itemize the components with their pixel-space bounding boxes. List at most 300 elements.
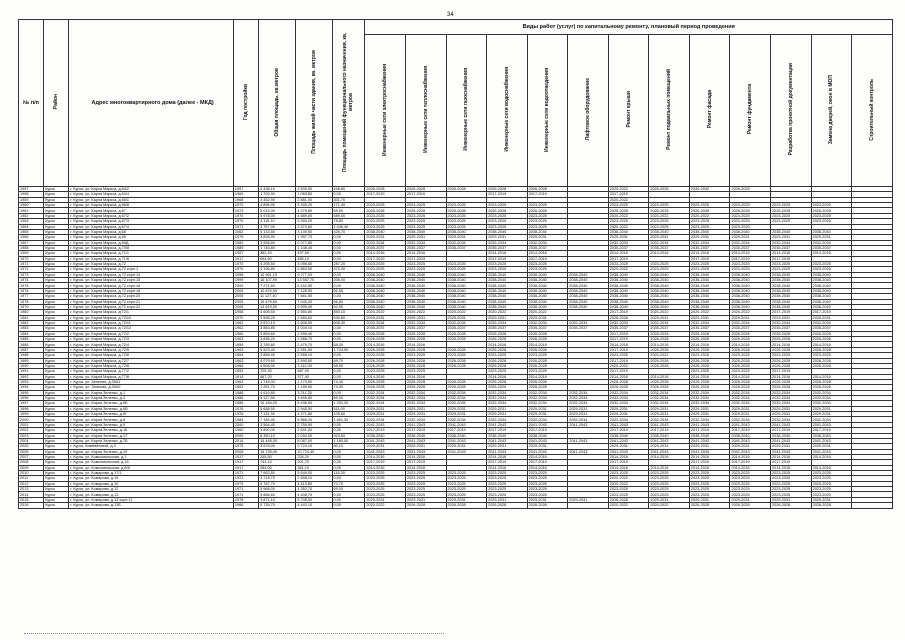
table-cell: 2029-2031 (649, 444, 690, 449)
table-cell: 2026-2028 (527, 503, 568, 508)
table-cell: Курск (44, 481, 69, 486)
table-cell: 2032-2034 (689, 401, 730, 406)
table-cell: г. Курск, ул. Карла Маркса, д.71/6 (69, 256, 233, 261)
table-cell: 2026-2028 (608, 315, 649, 320)
table-cell: 1959 (233, 342, 258, 347)
table-cell: 5 787,70 (259, 481, 296, 486)
table-cell: 2026-2028 (689, 208, 730, 213)
table-cell: 2026-2028 (811, 503, 852, 508)
table-cell: 2038-2040 (649, 299, 690, 304)
table-cell: 284,00 (259, 465, 296, 470)
table-cell: Курск (44, 369, 69, 374)
table-cell: 2026-2028 (365, 358, 406, 363)
table-cell: 2029-2031 (689, 412, 730, 417)
table-cell: 2032-2034 (365, 401, 406, 406)
table-cell: 2038-2040 (487, 299, 528, 304)
table-cell: Курск (44, 438, 69, 443)
table-cell: Курск (44, 449, 69, 454)
table-cell: 2011 (19, 476, 44, 481)
table-cell: 2041-2043 (649, 422, 690, 427)
table-cell: 2023-2025 (811, 471, 852, 476)
table-cell: Курск (44, 304, 69, 309)
table-cell: 1971 (19, 262, 44, 267)
table-cell: 2038-2040 (405, 433, 446, 438)
table-cell: Курск (44, 385, 69, 390)
table-cell: 3 112,00 (296, 363, 332, 368)
table-cell: 426,70 (332, 229, 365, 234)
table-cell: 2020-2022 (527, 310, 568, 315)
col-header-address: Адрес многоквартирного дома (далее - МКД) (69, 20, 233, 187)
table-cell: 2038-2040 (405, 272, 446, 277)
table-cell: 2035-2037 (608, 245, 649, 250)
table-cell: 2032-2034 (527, 396, 568, 401)
table-cell: 2038-2040 (405, 294, 446, 299)
table-cell: 1986 (233, 390, 258, 395)
table-cell: 2032-2034 (446, 390, 487, 395)
table-cell: 2032-2034 (771, 396, 812, 401)
table-cell: 2032-2034 (405, 417, 446, 422)
table-cell: 924,60 (332, 433, 365, 438)
table-cell: 2038-2040 (730, 294, 771, 299)
table-cell: Курск (44, 390, 69, 395)
table-cell: 2032-2034 (771, 401, 812, 406)
table-cell: 2041-2043 (405, 438, 446, 443)
table-cell: 1994 (19, 385, 44, 390)
table-cell: 2020-2022 (649, 503, 690, 508)
table-cell: 3 870,10 (259, 320, 296, 325)
table-cell: 2038-2040 (527, 299, 568, 304)
table-cell: 377,40 (296, 374, 332, 379)
table-cell: 2017-2019 (405, 192, 446, 197)
table-cell: 2038-2040 (487, 288, 528, 293)
table-cell: Курск (44, 326, 69, 331)
table-cell: 2026-2028 (405, 187, 446, 192)
table-cell: Курск (44, 444, 69, 449)
table-cell: 2026-2028 (730, 187, 771, 192)
table-cell: 2038-2040 (649, 433, 690, 438)
table-cell: Курск (44, 379, 69, 384)
table-cell: 2032-2034 (405, 390, 446, 395)
table-cell: 2023-2025 (811, 219, 852, 224)
table-cell: Курск (44, 374, 69, 379)
table-cell: 2032-2034 (730, 396, 771, 401)
table-cell: г. Курск, ул. Карла Маркса, д.72 корп.22 (69, 304, 233, 309)
table-cell: 2038-2040 (689, 294, 730, 299)
table-cell: 2035-2037 (446, 245, 487, 250)
table-cell: 2020-2022 (608, 213, 649, 218)
table-cell: г. Курск, ул. Зеленая, д.30А2 (69, 385, 233, 390)
table-cell: 2023-2025 (608, 353, 649, 358)
table-cell: 0,00 (332, 390, 365, 395)
table-cell: 2038-2040 (771, 288, 812, 293)
table-cell: 1965 (19, 229, 44, 234)
table-cell: 2020-2022 (487, 310, 528, 315)
table-cell: 2032-2034 (730, 240, 771, 245)
table-cell: 0,00 (332, 497, 365, 502)
table-cell: 2017-2019 (608, 331, 649, 336)
table-cell: 2038-2040 (608, 283, 649, 288)
table-cell: 2023-2025 (405, 353, 446, 358)
table-cell: 2023-2025 (446, 267, 487, 272)
table-cell: 2026-2028 (811, 337, 852, 342)
table-cell: 2023-2025 (649, 492, 690, 497)
table-cell: 2038-2040 (446, 304, 487, 309)
table-cell: 2029-2031 (365, 412, 406, 417)
table-cell: Курск (44, 460, 69, 465)
table-cell: 2041-2043 (568, 449, 609, 454)
table-cell: г. Курск, ул. Карла Зеленко, д.16 (69, 428, 233, 433)
table-cell: 2014-2016 (811, 454, 852, 459)
table-cell: 2000 (19, 417, 44, 422)
table-cell: 2026-2028 (365, 337, 406, 342)
table-cell: 2041-2043 (730, 438, 771, 443)
table-cell: 2026-2028 (811, 385, 852, 390)
table-cell: 2026-2028 (527, 331, 568, 336)
works-group-header: Виды работ (услуг) по капитальному ремонту, плановый период проведения (365, 20, 893, 35)
table-cell: 2038-2040 (365, 283, 406, 288)
col-header: Замена дверей, окон в МОП (811, 35, 852, 187)
table-cell: 2029-2031 (365, 235, 406, 240)
col-header: Площадь помещений функционального назначения, кв. метров (332, 20, 365, 187)
table-cell: Курск (44, 267, 69, 272)
table-cell: 2038-2040 (608, 304, 649, 309)
table-cell: 2029-2031 (811, 235, 852, 240)
table-cell: 2023-2025 (487, 369, 528, 374)
table-cell: 2014-2016 (811, 465, 852, 470)
table-cell: 2023-2025 (811, 262, 852, 267)
table-cell: Курск (44, 337, 69, 342)
table-cell: 2035-2037 (771, 245, 812, 250)
table-cell: 2 551,50 (296, 347, 332, 352)
table-cell: г. Курск, ул. Карла Маркса, д.72 корп.21 (69, 299, 233, 304)
table-cell: г. Курск, ул. Карла Зеленко, д.6Г (69, 412, 233, 417)
table-cell: 2017-2019 (730, 428, 771, 433)
table-cell: 2023-2025 (446, 476, 487, 481)
table-cell: 1992 (19, 374, 44, 379)
table-cell: 2014-2016 (487, 251, 528, 256)
table-cell: 2023-2025 (487, 492, 528, 497)
table-cell: 2032-2034 (446, 401, 487, 406)
table-cell: 2035-2037 (649, 245, 690, 250)
table-cell: 2017-2019 (771, 310, 812, 315)
table-cell: 4 896,90 (259, 203, 296, 208)
table-cell: 2023-2025 (771, 481, 812, 486)
table-cell: 2038-2040 (649, 272, 690, 277)
col-header: Строительный контроль (852, 35, 893, 187)
col-header: № п/п (19, 20, 44, 187)
table-cell: 3 859,60 (259, 331, 296, 336)
col-header: Лифтовое оборудование (568, 35, 609, 187)
table-cell: 2017-2019 (689, 428, 730, 433)
table-cell: 2032-2034 (487, 240, 528, 245)
table-cell: Курск (44, 492, 69, 497)
table-cell: 2038-2040 (446, 283, 487, 288)
table-cell: 2038-2040 (446, 272, 487, 277)
table-cell: 1999 (233, 278, 258, 283)
table-cell: Курск (44, 433, 69, 438)
table-cell: 2023-2025 (730, 369, 771, 374)
table-cell: 2026-2028 (487, 208, 528, 213)
table-cell: 2038-2040 (365, 304, 406, 309)
table-cell: 2041-2043 (446, 422, 487, 427)
table-cell: 2038-2040 (811, 304, 852, 309)
table-cell: 2029-2031 (730, 315, 771, 320)
table-cell: 2029-2031 (730, 406, 771, 411)
table-cell: 4 757,00 (259, 224, 296, 229)
table-cell: 2020-2022 (608, 503, 649, 508)
table-cell: 2038-2040 (771, 304, 812, 309)
table-cell: 2023-2025 (811, 203, 852, 208)
table-cell: 2013 (19, 487, 44, 492)
table-cell: 2032-2034 (608, 417, 649, 422)
table-cell: г. Курск, ул. Комарова, д.10 (69, 481, 233, 486)
table-cell: 2032-2034 (568, 401, 609, 406)
table-cell: 5 133,50 (259, 229, 296, 234)
table-cell: 2029-2031 (446, 315, 487, 320)
table-cell: 2026-2028 (527, 363, 568, 368)
table-cell: 2023-2025 (730, 471, 771, 476)
table-cell: 2023-2025 (405, 481, 446, 486)
table-cell: 1917 (233, 256, 258, 261)
table-cell: 2026-2028 (405, 208, 446, 213)
table-cell: 2020-2022 (365, 310, 406, 315)
table-cell: 10 479,60 (259, 299, 296, 304)
table-cell: 2032-2034 (811, 417, 852, 422)
table-cell: 0,00 (332, 272, 365, 277)
table-cell: 2014-2016 (487, 454, 528, 459)
table-cell: 2023-2025 (527, 219, 568, 224)
table-row (19, 503, 893, 508)
table-cell: 1960 (233, 331, 258, 336)
table-cell: 497,50 (296, 251, 332, 256)
table-cell: 2029-2031 (689, 235, 730, 240)
table-cell: Курск (44, 428, 69, 433)
table-cell: 2041-2043 (608, 449, 649, 454)
table-cell: 1 261,70 (259, 385, 296, 390)
table-cell: 2029-2031 (811, 444, 852, 449)
table-cell: 0,00 (332, 283, 365, 288)
table-cell: 2017-2019 (365, 192, 406, 197)
table-cell: 2038-2040 (689, 272, 730, 277)
table-body (19, 187, 893, 509)
table-cell: 287,20 (332, 262, 365, 267)
table-cell: 2014-2016 (811, 251, 852, 256)
table-cell: 2029-2031 (689, 406, 730, 411)
table-cell: 2023-2025 (446, 481, 487, 486)
table-cell: 1970 (233, 213, 258, 218)
table-cell: 3 374,60 (296, 224, 332, 229)
table-cell: г. Курск, ул. Карла Зеленко, д.8 (69, 417, 233, 422)
table-cell: 1976 (233, 412, 258, 417)
table-cell: 2041-2043 (446, 449, 487, 454)
table-cell: 2026-2028 (446, 363, 487, 368)
table-cell: 2023-2025 (689, 369, 730, 374)
table-cell: 2017-2019 (608, 358, 649, 363)
table-cell: 2014-2016 (811, 342, 852, 347)
table-cell: 3 785,80 (259, 342, 296, 347)
table-cell: 530,60 (332, 315, 365, 320)
table-cell: 2035-2037 (811, 245, 852, 250)
table-cell: 1964 (19, 224, 44, 229)
table-cell: 2026-2028 (730, 331, 771, 336)
table-cell: 1 748,00 (259, 379, 296, 384)
table-cell: 5 735,70 (259, 503, 296, 508)
table-cell: Курск (44, 251, 69, 256)
table-cell: 2041-2043 (568, 438, 609, 443)
table-cell: 1962 (233, 326, 258, 331)
table-cell: 69,00 (332, 487, 365, 492)
table-cell: 2014-2016 (771, 465, 812, 470)
table-cell: 2015 (19, 497, 44, 502)
table-cell: 1973 (233, 208, 258, 213)
table-cell: 7 661,50 (296, 294, 332, 299)
table-cell: 2023-2025 (649, 476, 690, 481)
table-cell: 2020-2022 (365, 503, 406, 508)
table-cell: 2023-2025 (446, 487, 487, 492)
table-cell: г. Курск, ул. Карла Маркса, д.72 корп.15 (69, 278, 233, 283)
table-cell: 2038-2040 (649, 294, 690, 299)
table-cell: 2032-2034 (608, 401, 649, 406)
table-cell: 6 152,50 (296, 283, 332, 288)
table-cell: 2029-2031 (365, 444, 406, 449)
table-cell: 2023-2025 (771, 262, 812, 267)
table-cell: 2020-2022 (608, 187, 649, 192)
table-cell: г. Курск, ул. Карла Маркса, д.72/6 (69, 353, 233, 358)
table-cell: г. Курск, ул. Комарова, д.13 (69, 492, 233, 497)
table-cell: 2026-2028 (689, 337, 730, 342)
table-cell: Курск (44, 487, 69, 492)
table-cell: 2023-2025 (811, 267, 852, 272)
table-cell: Курск (44, 245, 69, 250)
table-cell: 467,20 (259, 374, 296, 379)
table-cell: 2035-2037 (405, 326, 446, 331)
table-cell: 2038-2040 (811, 294, 852, 299)
table-cell: 2035-2037 (730, 245, 771, 250)
table-cell: 2023-2025 (405, 471, 446, 476)
table-cell: г. Курск, ул. Карла Маркса, д.67/2 (69, 213, 233, 218)
table-cell: 2023-2025 (811, 353, 852, 358)
table-cell: 2030-2032 (689, 187, 730, 192)
table-cell: 2023-2025 (608, 487, 649, 492)
table-cell: 2029-2031 (527, 315, 568, 320)
table-cell: 1963 (233, 358, 258, 363)
table-cell: 2014-2016 (405, 465, 446, 470)
table-cell: 2038-2040 (689, 299, 730, 304)
table-cell: 1970 (233, 267, 258, 272)
table-cell: 2029-2031 (730, 235, 771, 240)
table-cell: 2023-2025 (446, 471, 487, 476)
table-cell: 9 999,40 (296, 304, 332, 309)
table-cell: 2 558,10 (296, 353, 332, 358)
table-cell: 2020-2022 (730, 310, 771, 315)
table-cell: 1985 (19, 337, 44, 342)
table-cell: 1979 (233, 235, 258, 240)
table-cell: 2005 (233, 299, 258, 304)
table-cell: 2032-2034 (527, 417, 568, 422)
table-cell: 2023-2025 (365, 492, 406, 497)
table-cell: 2020-2022 (689, 213, 730, 218)
table-cell: 1987 (19, 347, 44, 352)
table-cell: 2023-2025 (649, 481, 690, 486)
table-cell: 2041-2043 (771, 422, 812, 427)
table-cell: 2038-2040 (365, 299, 406, 304)
col-header: Ремонт крыши (608, 35, 649, 187)
table-cell: 2023-2025 (689, 481, 730, 486)
table-cell: 370,30 (332, 267, 365, 272)
table-cell: 2023-2025 (689, 219, 730, 224)
table-cell: 2026-2028 (649, 358, 690, 363)
table-cell: 5 968,00 (259, 487, 296, 492)
table-cell: 2026-2028 (405, 503, 446, 508)
table-cell: 2038-2040 (771, 229, 812, 234)
table-cell: 4 196,80 (259, 267, 296, 272)
table-cell: 2038-2040 (568, 299, 609, 304)
table-cell: 1960 (233, 192, 258, 197)
table-cell: 2038-2040 (649, 229, 690, 234)
table-cell: 2014-2016 (487, 374, 528, 379)
table-cell: 2029-2031 (527, 497, 568, 502)
table-cell: 1968 (19, 245, 44, 250)
table-cell: 2017-2019 (405, 460, 446, 465)
table-cell: 2038-2040 (568, 288, 609, 293)
table-cell: 1974 (19, 278, 44, 283)
table-cell: 2026-2028 (771, 331, 812, 336)
table-cell: 8 350,10 (259, 433, 296, 438)
capital-repair-table (18, 19, 893, 509)
table-cell: Курск (44, 197, 69, 202)
table-cell: 2023-2025 (689, 492, 730, 497)
table-cell: 2017-2019 (608, 256, 649, 261)
table-cell: 2023-2025 (446, 353, 487, 358)
table-cell: 2014-2016 (527, 342, 568, 347)
table-cell: 2038-2040 (608, 299, 649, 304)
table-cell: 589,00 (332, 213, 365, 218)
table-cell: 245,50 (259, 454, 296, 459)
table-cell: 2041-2043 (365, 438, 406, 443)
table-cell: 2026-2028 (811, 208, 852, 213)
table-cell: 2035-2037 (487, 326, 528, 331)
table-cell: 2017-2019 (608, 310, 649, 315)
table-cell: 201,70 (296, 460, 332, 465)
table-cell: 2023-2025 (487, 224, 528, 229)
table-cell: 2032-2034 (568, 417, 609, 422)
table-cell: 2032-2034 (649, 320, 690, 325)
table-cell: 4 352,70 (296, 487, 332, 492)
table-cell: 2032-2034 (771, 417, 812, 422)
table-cell: 2023-2025 (405, 487, 446, 492)
table-cell: 2020-2022 (608, 267, 649, 272)
table-cell: 2038-2040 (608, 294, 649, 299)
table-cell: 3 598,20 (259, 315, 296, 320)
table-cell: 3 838,20 (259, 337, 296, 342)
table-cell: 2026-2028 (487, 337, 528, 342)
table-cell: 2026-2028 (771, 379, 812, 384)
table-cell: 2035-2037 (446, 326, 487, 331)
table-cell: 2032-2034 (730, 417, 771, 422)
table-cell: 2023-2025 (487, 213, 528, 218)
table-cell: 2026-2028 (446, 337, 487, 342)
table-cell: 1973 (233, 481, 258, 486)
table-cell: Курск (44, 353, 69, 358)
table-cell: 2035-2037 (730, 326, 771, 331)
table-cell: 2026-2028 (487, 347, 528, 352)
table-cell: 2038-2040 (649, 304, 690, 309)
table-cell: 2014-2016 (771, 251, 812, 256)
table-cell: 2026-2028 (689, 347, 730, 352)
table-cell: 0,00 (332, 235, 365, 240)
table-cell: 2029-2031 (608, 235, 649, 240)
table-cell: 3 828,90 (259, 235, 296, 240)
